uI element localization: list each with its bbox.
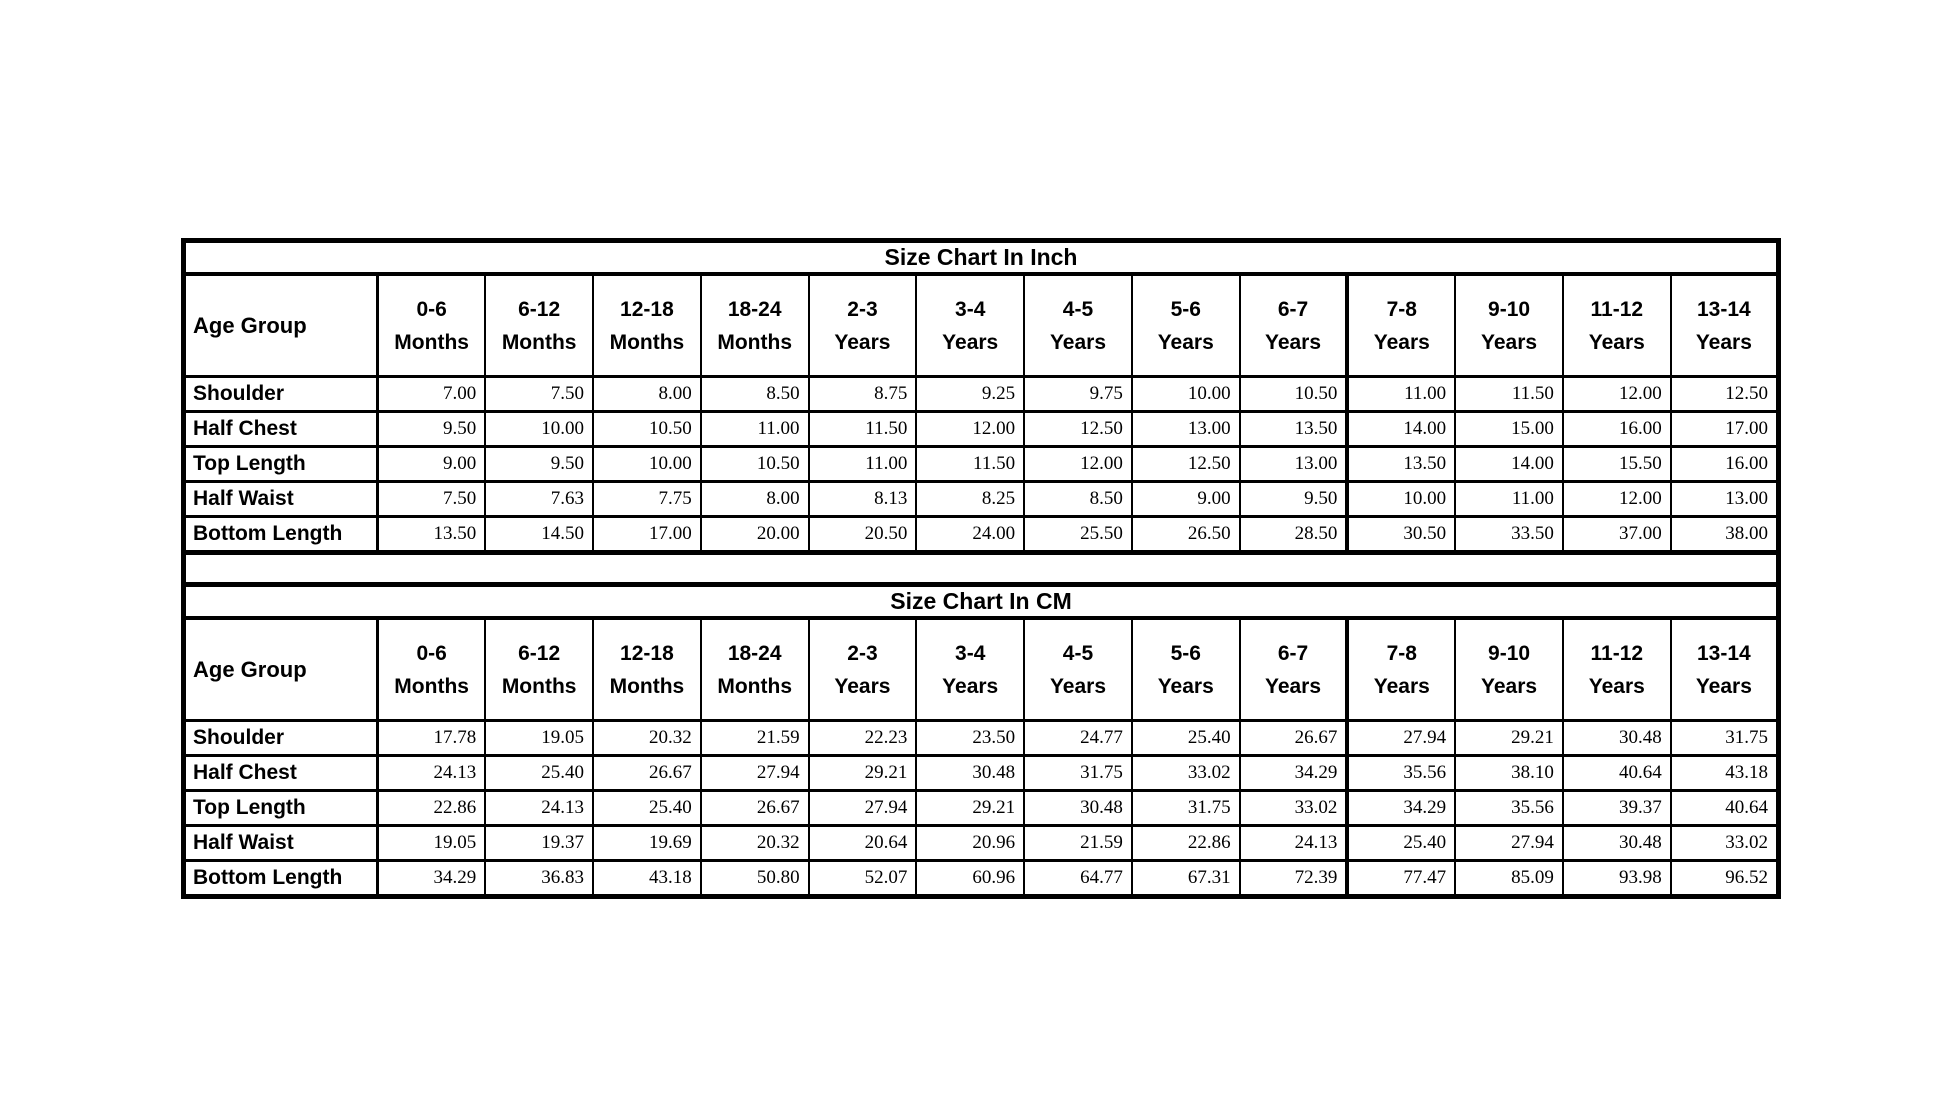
value-cell: 9.75 bbox=[1024, 377, 1132, 412]
column-header-range: 12-18 bbox=[620, 641, 674, 665]
column-header-range: 6-7 bbox=[1277, 297, 1309, 321]
table-row bbox=[184, 861, 1779, 897]
column-header bbox=[1455, 274, 1563, 377]
value-cell: 16.00 bbox=[1671, 447, 1779, 482]
value-cell: 43.18 bbox=[593, 861, 701, 897]
table-row bbox=[184, 791, 1779, 826]
table-row bbox=[184, 721, 1779, 756]
value-cell: 8.50 bbox=[1024, 482, 1132, 517]
column-header-range: 6-12 bbox=[518, 641, 561, 665]
value-cell: 85.09 bbox=[1455, 861, 1563, 897]
column-header bbox=[593, 274, 701, 377]
column-header bbox=[701, 274, 809, 377]
value-cell: 22.86 bbox=[1132, 826, 1240, 861]
column-header-range: 6-12 bbox=[518, 297, 561, 321]
value-cell: 27.94 bbox=[701, 756, 809, 791]
column-header bbox=[809, 618, 917, 721]
value-cell: 27.94 bbox=[809, 791, 917, 826]
value-cell: 10.50 bbox=[1240, 377, 1348, 412]
column-header-range: 3-4 bbox=[955, 297, 986, 321]
value-cell: 12.00 bbox=[916, 412, 1024, 447]
value-cell: 9.00 bbox=[378, 447, 486, 482]
column-header-unit: Years bbox=[1588, 330, 1645, 354]
value-cell: 30.48 bbox=[1563, 826, 1671, 861]
age-group-header: Age Group bbox=[184, 274, 378, 377]
value-cell: 33.50 bbox=[1455, 517, 1563, 553]
column-header-unit: Years bbox=[1373, 674, 1430, 698]
value-cell: 27.94 bbox=[1347, 721, 1455, 756]
value-cell: 13.50 bbox=[1240, 412, 1348, 447]
column-header-range: 6-7 bbox=[1277, 641, 1309, 665]
header-row bbox=[184, 274, 1779, 377]
column-header bbox=[1455, 618, 1563, 721]
age-group-header: Age Group bbox=[184, 618, 378, 721]
value-cell: 96.52 bbox=[1671, 861, 1779, 897]
value-cell: 11.00 bbox=[1455, 482, 1563, 517]
value-cell: 26.67 bbox=[701, 791, 809, 826]
value-cell: 34.29 bbox=[1347, 791, 1455, 826]
value-cell: 7.63 bbox=[485, 482, 593, 517]
value-cell: 7.50 bbox=[485, 377, 593, 412]
column-header-range: 18-24 bbox=[727, 641, 782, 665]
column-header bbox=[378, 618, 486, 721]
value-cell: 30.50 bbox=[1347, 517, 1455, 553]
row-label: Half Chest bbox=[184, 756, 378, 791]
size-table-cm bbox=[181, 582, 1781, 899]
value-cell: 17.78 bbox=[378, 721, 486, 756]
value-cell: 13.50 bbox=[378, 517, 486, 553]
value-cell: 20.32 bbox=[593, 721, 701, 756]
column-header bbox=[1563, 618, 1671, 721]
value-cell: 34.29 bbox=[1240, 756, 1348, 791]
column-header bbox=[1347, 618, 1455, 721]
value-cell: 10.50 bbox=[701, 447, 809, 482]
size-chart-section-inch bbox=[181, 238, 1781, 555]
column-header-range: 0-6 bbox=[416, 297, 447, 321]
value-cell: 7.75 bbox=[593, 482, 701, 517]
value-cell: 19.37 bbox=[485, 826, 593, 861]
value-cell: 7.00 bbox=[378, 377, 486, 412]
column-header bbox=[485, 274, 593, 377]
value-cell: 20.96 bbox=[916, 826, 1024, 861]
value-cell: 33.02 bbox=[1671, 826, 1779, 861]
column-header-range: 9-10 bbox=[1488, 297, 1531, 321]
size-table-inch bbox=[181, 238, 1781, 555]
value-cell: 9.50 bbox=[485, 447, 593, 482]
column-header-range: 9-10 bbox=[1488, 641, 1531, 665]
value-cell: 22.86 bbox=[378, 791, 486, 826]
value-cell: 40.64 bbox=[1563, 756, 1671, 791]
value-cell: 19.05 bbox=[378, 826, 486, 861]
table-row bbox=[184, 377, 1779, 412]
table-title: Size Chart In Inch bbox=[184, 241, 1779, 275]
column-header-unit: Years bbox=[1157, 674, 1214, 698]
value-cell: 10.50 bbox=[593, 412, 701, 447]
column-header-range: 11-12 bbox=[1590, 297, 1644, 321]
column-header-unit: Years bbox=[1373, 330, 1430, 354]
column-header bbox=[1132, 618, 1240, 721]
value-cell: 30.48 bbox=[1563, 721, 1671, 756]
column-header-unit: Years bbox=[1588, 674, 1645, 698]
column-header-range: 11-12 bbox=[1590, 641, 1644, 665]
column-header-range: 7-8 bbox=[1386, 641, 1417, 665]
row-label: Top Length bbox=[184, 791, 378, 826]
value-cell: 31.75 bbox=[1024, 756, 1132, 791]
row-label: Bottom Length bbox=[184, 861, 378, 897]
column-header-unit: Years bbox=[834, 330, 891, 354]
value-cell: 40.64 bbox=[1671, 791, 1779, 826]
header-row bbox=[184, 618, 1779, 721]
value-cell: 27.94 bbox=[1455, 826, 1563, 861]
column-header bbox=[485, 618, 593, 721]
value-cell: 10.00 bbox=[1347, 482, 1455, 517]
value-cell: 11.50 bbox=[809, 412, 917, 447]
value-cell: 14.00 bbox=[1347, 412, 1455, 447]
table-row bbox=[184, 482, 1779, 517]
column-header bbox=[1563, 274, 1671, 377]
value-cell: 23.50 bbox=[916, 721, 1024, 756]
value-cell: 12.00 bbox=[1024, 447, 1132, 482]
value-cell: 25.50 bbox=[1024, 517, 1132, 553]
column-header-unit: Months bbox=[501, 674, 577, 698]
value-cell: 17.00 bbox=[1671, 412, 1779, 447]
value-cell: 24.77 bbox=[1024, 721, 1132, 756]
value-cell: 77.47 bbox=[1347, 861, 1455, 897]
value-cell: 64.77 bbox=[1024, 861, 1132, 897]
value-cell: 20.32 bbox=[701, 826, 809, 861]
value-cell: 9.50 bbox=[1240, 482, 1348, 517]
value-cell: 25.40 bbox=[593, 791, 701, 826]
row-label: Shoulder bbox=[184, 721, 378, 756]
column-header-unit: Months bbox=[717, 330, 792, 354]
value-cell: 35.56 bbox=[1347, 756, 1455, 791]
column-header-unit: Months bbox=[394, 674, 469, 698]
column-header-unit: Months bbox=[501, 330, 577, 354]
value-cell: 25.40 bbox=[1347, 826, 1455, 861]
column-header bbox=[701, 618, 809, 721]
value-cell: 11.50 bbox=[916, 447, 1024, 482]
value-cell: 8.13 bbox=[809, 482, 917, 517]
value-cell: 25.40 bbox=[1132, 721, 1240, 756]
row-label: Half Waist bbox=[184, 826, 378, 861]
column-header-unit: Years bbox=[1264, 330, 1322, 354]
value-cell: 15.00 bbox=[1455, 412, 1563, 447]
value-cell: 8.00 bbox=[593, 377, 701, 412]
value-cell: 16.00 bbox=[1563, 412, 1671, 447]
value-cell: 29.21 bbox=[1455, 721, 1563, 756]
value-cell: 52.07 bbox=[809, 861, 917, 897]
value-cell: 26.67 bbox=[593, 756, 701, 791]
value-cell: 33.02 bbox=[1132, 756, 1240, 791]
table-row bbox=[184, 756, 1779, 791]
table-row bbox=[184, 412, 1779, 447]
value-cell: 8.00 bbox=[701, 482, 809, 517]
column-header-unit: Years bbox=[1481, 330, 1538, 354]
value-cell: 12.50 bbox=[1132, 447, 1240, 482]
value-cell: 8.50 bbox=[701, 377, 809, 412]
table-title: Size Chart In CM bbox=[184, 585, 1779, 619]
value-cell: 38.00 bbox=[1671, 517, 1779, 553]
value-cell: 19.69 bbox=[593, 826, 701, 861]
row-label: Shoulder bbox=[184, 377, 378, 412]
column-header-unit: Years bbox=[1264, 674, 1322, 698]
column-header-unit: Months bbox=[609, 674, 685, 698]
value-cell: 31.75 bbox=[1671, 721, 1779, 756]
value-cell: 33.02 bbox=[1240, 791, 1348, 826]
column-header bbox=[1024, 618, 1132, 721]
value-cell: 30.48 bbox=[916, 756, 1024, 791]
column-header-range: 12-18 bbox=[620, 297, 674, 321]
column-header-unit: Months bbox=[717, 674, 792, 698]
value-cell: 12.50 bbox=[1671, 377, 1779, 412]
value-cell: 20.64 bbox=[809, 826, 917, 861]
value-cell: 8.75 bbox=[809, 377, 917, 412]
value-cell: 28.50 bbox=[1240, 517, 1348, 553]
value-cell: 8.25 bbox=[916, 482, 1024, 517]
value-cell: 19.05 bbox=[485, 721, 593, 756]
column-header bbox=[916, 274, 1024, 377]
value-cell: 13.00 bbox=[1671, 482, 1779, 517]
value-cell: 9.25 bbox=[916, 377, 1024, 412]
table-row bbox=[184, 517, 1779, 553]
row-label: Top Length bbox=[184, 447, 378, 482]
value-cell: 11.00 bbox=[1347, 377, 1455, 412]
value-cell: 25.40 bbox=[485, 756, 593, 791]
value-cell: 24.13 bbox=[1240, 826, 1348, 861]
column-header-unit: Years bbox=[1049, 674, 1106, 698]
row-label: Half Waist bbox=[184, 482, 378, 517]
value-cell: 17.00 bbox=[593, 517, 701, 553]
value-cell: 14.50 bbox=[485, 517, 593, 553]
column-header-unit: Years bbox=[1481, 674, 1538, 698]
value-cell: 35.56 bbox=[1455, 791, 1563, 826]
value-cell: 43.18 bbox=[1671, 756, 1779, 791]
column-header-unit: Years bbox=[942, 674, 999, 698]
value-cell: 15.50 bbox=[1563, 447, 1671, 482]
column-header bbox=[1024, 274, 1132, 377]
value-cell: 39.37 bbox=[1563, 791, 1671, 826]
size-chart-section-cm bbox=[181, 582, 1781, 899]
value-cell: 11.00 bbox=[701, 412, 809, 447]
value-cell: 60.96 bbox=[916, 861, 1024, 897]
value-cell: 10.00 bbox=[485, 412, 593, 447]
column-header-unit: Years bbox=[942, 330, 999, 354]
value-cell: 67.31 bbox=[1132, 861, 1240, 897]
column-header-range: 2-3 bbox=[847, 297, 878, 321]
value-cell: 21.59 bbox=[1024, 826, 1132, 861]
column-header-range: 0-6 bbox=[416, 641, 447, 665]
column-header bbox=[1347, 274, 1455, 377]
value-cell: 26.50 bbox=[1132, 517, 1240, 553]
column-header-range: 2-3 bbox=[847, 641, 878, 665]
column-header bbox=[1132, 274, 1240, 377]
column-header bbox=[1671, 274, 1779, 377]
column-header bbox=[916, 618, 1024, 721]
column-header bbox=[593, 618, 701, 721]
column-header-unit: Years bbox=[1695, 674, 1752, 698]
column-header-range: 5-6 bbox=[1170, 297, 1201, 321]
value-cell: 9.50 bbox=[378, 412, 486, 447]
column-header-unit: Months bbox=[609, 330, 685, 354]
value-cell: 13.00 bbox=[1240, 447, 1348, 482]
column-header-unit: Years bbox=[834, 674, 891, 698]
value-cell: 13.00 bbox=[1132, 412, 1240, 447]
value-cell: 24.13 bbox=[485, 791, 593, 826]
value-cell: 11.00 bbox=[809, 447, 917, 482]
value-cell: 12.50 bbox=[1024, 412, 1132, 447]
value-cell: 34.29 bbox=[378, 861, 486, 897]
value-cell: 20.50 bbox=[809, 517, 917, 553]
value-cell: 30.48 bbox=[1024, 791, 1132, 826]
column-header-range: 13-14 bbox=[1696, 641, 1751, 665]
value-cell: 12.00 bbox=[1563, 482, 1671, 517]
value-cell: 9.00 bbox=[1132, 482, 1240, 517]
column-header-unit: Years bbox=[1049, 330, 1106, 354]
table-row bbox=[184, 447, 1779, 482]
column-header-unit: Years bbox=[1157, 330, 1214, 354]
column-header bbox=[809, 274, 917, 377]
column-header-unit: Months bbox=[394, 330, 469, 354]
size-chart-image bbox=[181, 238, 1781, 899]
value-cell: 29.21 bbox=[916, 791, 1024, 826]
value-cell: 26.67 bbox=[1240, 721, 1348, 756]
column-header-unit: Years bbox=[1695, 330, 1752, 354]
value-cell: 11.50 bbox=[1455, 377, 1563, 412]
value-cell: 10.00 bbox=[1132, 377, 1240, 412]
value-cell: 24.13 bbox=[378, 756, 486, 791]
column-header bbox=[378, 274, 486, 377]
value-cell: 20.00 bbox=[701, 517, 809, 553]
table-row bbox=[184, 826, 1779, 861]
column-header-range: 18-24 bbox=[727, 297, 782, 321]
value-cell: 24.00 bbox=[916, 517, 1024, 553]
value-cell: 36.83 bbox=[485, 861, 593, 897]
value-cell: 10.00 bbox=[593, 447, 701, 482]
row-label: Bottom Length bbox=[184, 517, 378, 553]
column-header-range: 4-5 bbox=[1062, 641, 1094, 665]
column-header-range: 5-6 bbox=[1170, 641, 1201, 665]
column-header bbox=[1671, 618, 1779, 721]
tables-separator bbox=[181, 555, 1781, 582]
value-cell: 93.98 bbox=[1563, 861, 1671, 897]
value-cell: 50.80 bbox=[701, 861, 809, 897]
value-cell: 21.59 bbox=[701, 721, 809, 756]
value-cell: 38.10 bbox=[1455, 756, 1563, 791]
value-cell: 22.23 bbox=[809, 721, 917, 756]
value-cell: 14.00 bbox=[1455, 447, 1563, 482]
value-cell: 12.00 bbox=[1563, 377, 1671, 412]
row-label: Half Chest bbox=[184, 412, 378, 447]
column-header bbox=[1240, 274, 1348, 377]
value-cell: 29.21 bbox=[809, 756, 917, 791]
column-header-range: 7-8 bbox=[1386, 297, 1417, 321]
value-cell: 31.75 bbox=[1132, 791, 1240, 826]
value-cell: 7.50 bbox=[378, 482, 486, 517]
value-cell: 37.00 bbox=[1563, 517, 1671, 553]
column-header-range: 4-5 bbox=[1062, 297, 1094, 321]
column-header bbox=[1240, 618, 1348, 721]
value-cell: 72.39 bbox=[1240, 861, 1348, 897]
column-header-range: 13-14 bbox=[1696, 297, 1751, 321]
column-header-range: 3-4 bbox=[955, 641, 986, 665]
value-cell: 13.50 bbox=[1347, 447, 1455, 482]
